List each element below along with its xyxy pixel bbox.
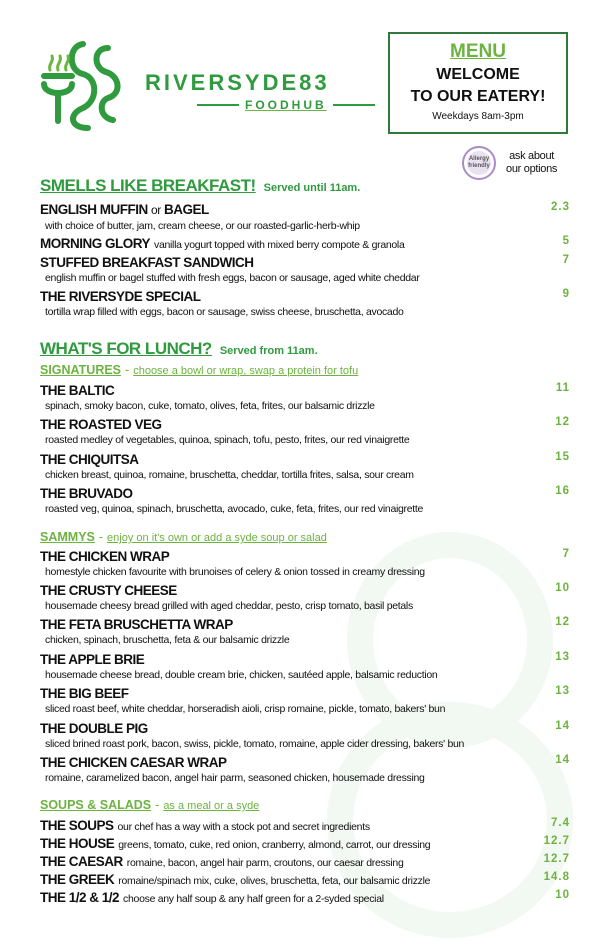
item-price: 14 bbox=[555, 754, 570, 766]
menu-item bbox=[40, 288, 570, 306]
subsection-signatures: SIGNATURES - choose a bowl or wrap, swap a protein for tofu bbox=[40, 363, 359, 377]
subsection-soups-salads: SOUPS & SALADS - as a meal or a syde bbox=[40, 798, 260, 812]
menu-item bbox=[40, 254, 570, 272]
menu-item bbox=[40, 201, 570, 219]
item-price: 13 bbox=[555, 651, 570, 663]
item-name: ENGLISH MUFFIN bbox=[40, 202, 148, 217]
divider bbox=[197, 104, 239, 106]
brand bbox=[145, 70, 330, 112]
item-price: 7.4 bbox=[551, 817, 570, 829]
item-name: THE APPLE BRIE bbox=[40, 652, 145, 667]
soups-note: as a meal or a syde bbox=[163, 800, 260, 812]
item-description: chicken, spinach, bruschetta, feta & our balsamic drizzle bbox=[45, 634, 290, 646]
item-description: choose any half soup & any half green for a 2-syded special bbox=[123, 893, 384, 905]
item-description: spinach, smoky bacon, cuke, tomato, olives, feta, frites, our balsamic drizzle bbox=[45, 400, 375, 412]
menu-item bbox=[40, 485, 570, 503]
sammys-title: SAMMYS bbox=[40, 530, 95, 544]
item-description: with choice of butter, jam, cream cheese, or our roasted-garlic-herb-whip bbox=[45, 220, 360, 232]
item-price: 14 bbox=[555, 720, 570, 732]
item-name: THE ROASTED VEG bbox=[40, 417, 162, 432]
item-name: THE BRUVADO bbox=[40, 486, 133, 501]
menu-item bbox=[40, 235, 570, 253]
menu-item bbox=[40, 582, 570, 600]
item-name: THE CHICKEN CAESAR WRAP bbox=[40, 755, 227, 770]
menu-item bbox=[40, 853, 570, 871]
menu-item bbox=[40, 451, 570, 469]
item-price: 16 bbox=[555, 485, 570, 497]
item-description: sliced brined roast pork, bacon, swiss, pickle, tomato, romaine, apple cider dressing, bakers' bun bbox=[45, 738, 465, 750]
item-price: 10 bbox=[555, 582, 570, 594]
item-description: romaine, bacon, angel hair parm, croutons, our caesar dressing bbox=[126, 857, 404, 869]
menu-item bbox=[40, 382, 570, 400]
hours: Weekdays 8am-3pm bbox=[432, 111, 524, 122]
item-description: roasted medley of vegetables, quinoa, spinach, tofu, pesto, frites, our red vinaigrette bbox=[45, 434, 410, 446]
allergy-badge-line2: friendly bbox=[468, 163, 490, 169]
lunch-note: Served from 11am. bbox=[219, 345, 318, 357]
item-price: 10 bbox=[555, 889, 570, 901]
lunch-title: WHAT'S FOR LUNCH? bbox=[40, 339, 212, 358]
allergy-note-line2: our options bbox=[506, 163, 558, 175]
item-name: THE 1/2 & 1/2 bbox=[40, 890, 120, 905]
menu-item bbox=[40, 651, 570, 669]
item-name: THE CHIQUITSA bbox=[40, 452, 139, 467]
menu-title: MENU bbox=[450, 41, 506, 62]
subsection-sammys: SAMMYS - enjoy on it's own or add a syde soup or salad bbox=[40, 530, 327, 544]
item-name: THE FETA BRUSCHETTA WRAP bbox=[40, 617, 233, 632]
brand-subtitle: FOODHUB bbox=[245, 98, 327, 112]
item-price: 15 bbox=[555, 451, 570, 463]
item-name: THE CAESAR bbox=[40, 854, 123, 869]
menu-item bbox=[40, 685, 570, 703]
menu-item bbox=[40, 616, 570, 634]
item-price: 11 bbox=[555, 382, 570, 394]
item-name: THE GREEK bbox=[40, 872, 115, 887]
divider bbox=[333, 104, 375, 106]
item-price: 13 bbox=[555, 685, 570, 697]
item-name: THE DOUBLE PIG bbox=[40, 721, 148, 736]
item-name-2: BAGEL bbox=[163, 202, 209, 217]
item-price: 7 bbox=[562, 254, 570, 266]
item-price: 12 bbox=[555, 616, 570, 628]
item-price: 9 bbox=[562, 288, 570, 300]
item-description: vanilla yogurt topped with mixed berry compote & granola bbox=[154, 239, 405, 251]
allergy-friendly-icon bbox=[462, 146, 496, 180]
item-name: THE BIG BEEF bbox=[40, 686, 129, 701]
menu-item bbox=[40, 720, 570, 738]
brand-sub bbox=[197, 98, 375, 112]
section-lunch-title bbox=[40, 339, 318, 359]
breakfast-note: Served until 11am. bbox=[263, 182, 361, 194]
item-name: THE RIVERSYDE SPECIAL bbox=[40, 289, 201, 304]
menu-item bbox=[40, 817, 570, 835]
breakfast-title: SMELLS LIKE BREAKFAST! bbox=[40, 176, 256, 195]
riversyde-logo-icon bbox=[38, 36, 138, 131]
item-description: housemade cheese bread, double cream brie, chicken, sautéed apple, balsamic reduction bbox=[45, 669, 438, 681]
item-name: THE HOUSE bbox=[40, 836, 115, 851]
item-description: housemade cheesy bread grilled with aged cheddar, pesto, crisp tomato, basil petals bbox=[45, 600, 413, 612]
sammys-note: enjoy on it's own or add a syde soup or salad bbox=[107, 532, 327, 544]
item-name: MORNING GLORY bbox=[40, 236, 150, 251]
menu-item bbox=[40, 754, 570, 772]
item-name: THE CRUSTY CHEESE bbox=[40, 583, 177, 598]
signatures-note: choose a bowl or wrap, swap a protein for tofu bbox=[133, 365, 359, 377]
signatures-title: SIGNATURES bbox=[40, 363, 122, 377]
item-price: 7 bbox=[562, 548, 570, 560]
menu-item bbox=[40, 548, 570, 566]
item-name: THE BALTIC bbox=[40, 383, 115, 398]
item-price: 12 bbox=[555, 416, 570, 428]
welcome-line-1: WELCOME bbox=[436, 66, 520, 83]
item-description: greens, tomato, cuke, red onion, cranberry, almond, carrot, our dressing bbox=[118, 839, 431, 851]
item-name: THE CHICKEN WRAP bbox=[40, 549, 170, 564]
item-price: 12.7 bbox=[543, 835, 570, 847]
item-price: 12.7 bbox=[543, 853, 570, 865]
item-description: english muffin or bagel stuffed with fresh eggs, bacon or sausage, aged white cheddar bbox=[45, 272, 420, 284]
item-description: our chef has a way with a stock pot and secret ingredients bbox=[117, 821, 370, 833]
soups-title: SOUPS & SALADS bbox=[40, 798, 152, 812]
menu-item bbox=[40, 871, 570, 889]
item-description: chicken breast, quinoa, romaine, bruschetta, cheddar, tortilla frites, salsa, sour cream bbox=[45, 469, 414, 481]
item-name: THE SOUPS bbox=[40, 818, 114, 833]
item-description: homestyle chicken favourite with brunoises of celery & onion tossed in creamy dressing bbox=[45, 566, 425, 578]
section-breakfast-title bbox=[40, 176, 360, 196]
allergy-badge-line1: Allergy bbox=[468, 156, 490, 162]
item-price: 2.3 bbox=[551, 201, 570, 213]
menu-item bbox=[40, 416, 570, 434]
menu-welcome-box bbox=[388, 32, 568, 134]
item-price: 5 bbox=[562, 235, 570, 247]
item-description: romaine/spinach mix, cuke, olives, bruschetta, feta, our balsamic drizzle bbox=[118, 875, 431, 887]
menu-item bbox=[40, 889, 570, 907]
allergy-note bbox=[506, 150, 557, 176]
item-description: romaine, caramelized bacon, angel hair parm, seasoned chicken, housemade dressing bbox=[45, 772, 425, 784]
menu-item bbox=[40, 835, 570, 853]
item-description: sliced roast beef, white cheddar, horseradish aioli, crisp romaine, pickle, tomato, bakers' bun bbox=[45, 703, 446, 715]
item-price: 14.8 bbox=[543, 871, 570, 883]
welcome-line-2: TO OUR EATERY! bbox=[410, 88, 546, 105]
item-description: tortilla wrap filled with eggs, bacon or sausage, swiss cheese, bruschetta, avocado bbox=[45, 306, 404, 318]
allergy-note-line1: ask about bbox=[509, 150, 555, 162]
brand-name: RIVERSYDE83 bbox=[145, 70, 330, 95]
item-name: STUFFED BREAKFAST SANDWICH bbox=[40, 255, 254, 270]
item-or: or bbox=[151, 203, 161, 217]
item-description: roasted veg, quinoa, spinach, bruschetta, avocado, cuke, feta, frites, our red vinaigrette bbox=[45, 503, 424, 515]
